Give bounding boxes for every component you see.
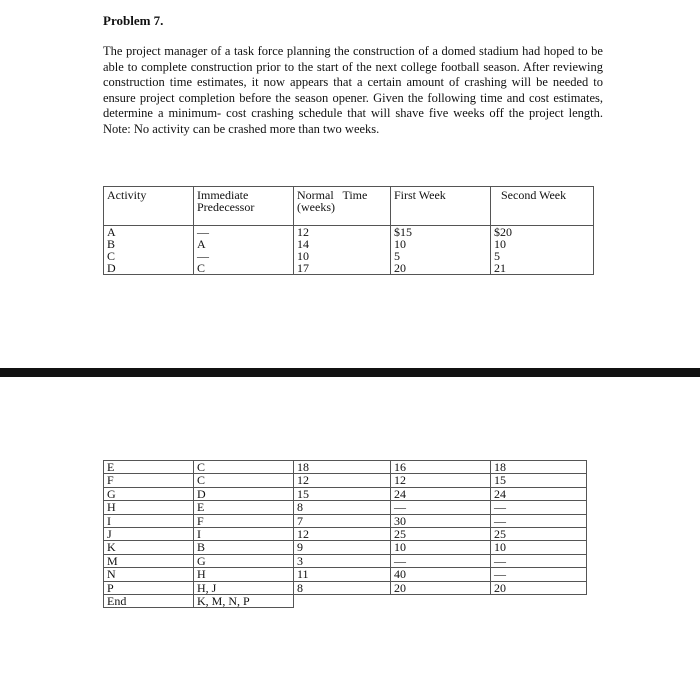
- cell-normal: 8: [294, 501, 391, 514]
- cell-predecessor: B: [194, 541, 294, 554]
- cell-second: 18: [491, 461, 587, 474]
- cell-first: $15: [391, 226, 491, 239]
- cell-normal: 9: [294, 541, 391, 554]
- cell-activity: I: [104, 514, 194, 527]
- cell-normal: 12: [294, 474, 391, 487]
- cell-predecessor: G: [194, 554, 294, 567]
- table-row: [104, 226, 594, 239]
- cell-first: 20: [391, 262, 491, 275]
- cell-predecessor: H, J: [194, 581, 294, 594]
- header-predecessor: [194, 187, 294, 226]
- table-row: [104, 461, 587, 474]
- cell-first: 40: [391, 568, 491, 581]
- cell-predecessor: C: [194, 461, 294, 474]
- cell-predecessor: C: [194, 474, 294, 487]
- cell-first: 10: [391, 238, 491, 250]
- cell-predecessor: —: [194, 250, 294, 262]
- cell-activity: B: [104, 238, 194, 250]
- cell-activity: H: [104, 501, 194, 514]
- table-row: [104, 514, 587, 527]
- cell-first: 24: [391, 487, 491, 500]
- cell-second: [491, 594, 587, 607]
- cell-predecessor: I: [194, 527, 294, 540]
- cell-activity: F: [104, 474, 194, 487]
- cell-first: 16: [391, 461, 491, 474]
- cell-activity: M: [104, 554, 194, 567]
- activity-table-bottom: [103, 460, 587, 608]
- header-normal-line2: (weeks): [297, 200, 335, 214]
- cell-normal: 11: [294, 568, 391, 581]
- cell-activity: N: [104, 568, 194, 581]
- activity-table-top: [103, 186, 594, 275]
- cell-second: —: [491, 554, 587, 567]
- cell-activity: E: [104, 461, 194, 474]
- cell-normal: 12: [294, 226, 391, 239]
- cell-predecessor: H: [194, 568, 294, 581]
- cell-normal: 10: [294, 250, 391, 262]
- cell-normal: 17: [294, 262, 391, 275]
- cell-activity: D: [104, 262, 194, 275]
- cell-first: 25: [391, 527, 491, 540]
- header-normal-time: [294, 187, 391, 226]
- cell-second: 5: [491, 250, 594, 262]
- header-second-week: Second Week: [491, 187, 594, 226]
- cell-second: 24: [491, 487, 587, 500]
- header-first-week: First Week: [391, 187, 491, 226]
- cell-activity: End: [104, 594, 194, 607]
- table-row: [104, 250, 594, 262]
- table-row: [104, 554, 587, 567]
- cell-second: 10: [491, 541, 587, 554]
- problem-title: Problem 7.: [103, 13, 164, 28]
- cell-second: $20: [491, 226, 594, 239]
- cell-predecessor: K, M, N, P: [194, 594, 294, 607]
- cell-second: 21: [491, 262, 594, 275]
- cell-second: 20: [491, 581, 587, 594]
- cell-activity: K: [104, 541, 194, 554]
- cell-normal: 12: [294, 527, 391, 540]
- cell-first: 12: [391, 474, 491, 487]
- table-header-row: [104, 187, 594, 226]
- cell-first: —: [391, 554, 491, 567]
- cell-normal: 8: [294, 581, 391, 594]
- cell-second: —: [491, 514, 587, 527]
- cell-activity: G: [104, 487, 194, 500]
- header-predecessor-line2: Predecessor: [197, 200, 255, 214]
- cell-activity: A: [104, 226, 194, 239]
- table-row: [104, 474, 587, 487]
- cell-first: 30: [391, 514, 491, 527]
- table-row: [104, 594, 587, 607]
- cell-predecessor: F: [194, 514, 294, 527]
- cell-predecessor: E: [194, 501, 294, 514]
- cell-normal: [294, 594, 391, 607]
- cell-first: 5: [391, 250, 491, 262]
- header-activity: Activity: [104, 187, 194, 226]
- cell-predecessor: A: [194, 238, 294, 250]
- cell-first: 10: [391, 541, 491, 554]
- table-row: [104, 487, 587, 500]
- cell-first: —: [391, 501, 491, 514]
- header-predecessor-line1: Immediate: [197, 188, 249, 202]
- table-row: [104, 581, 587, 594]
- cell-second: —: [491, 568, 587, 581]
- cell-predecessor: —: [194, 226, 294, 239]
- table-row: [104, 568, 587, 581]
- cell-normal: 7: [294, 514, 391, 527]
- cell-predecessor: D: [194, 487, 294, 500]
- cell-normal: 18: [294, 461, 391, 474]
- cell-first: [391, 594, 491, 607]
- table-row: [104, 527, 587, 540]
- table-row: [104, 501, 587, 514]
- cell-second: —: [491, 501, 587, 514]
- cell-normal: 14: [294, 238, 391, 250]
- cell-second: 10: [491, 238, 594, 250]
- cell-predecessor: C: [194, 262, 294, 275]
- page-divider: [0, 368, 700, 377]
- cell-activity: P: [104, 581, 194, 594]
- header-normal-line1: Normal Time: [297, 188, 368, 202]
- table-row: [104, 262, 594, 275]
- problem-text: The project manager of a task force planning the construction of a domed stadium had hoped to be able to complete construction prior to the start of the next college football season. After reviewing construction time estimates, it now appears that a certain amount of crashing will be needed to ensure project completion before the season opener. Given the following time and cost estimates, determine a minimum- cost crashing schedule that will shave five weeks off the project length. Note: No activity can be crashed more than two weeks.: [103, 44, 603, 136]
- cell-activity: J: [104, 527, 194, 540]
- table-row: [104, 238, 594, 250]
- cell-activity: C: [104, 250, 194, 262]
- cell-second: 15: [491, 474, 587, 487]
- cell-normal: 15: [294, 487, 391, 500]
- cell-second: 25: [491, 527, 587, 540]
- cell-normal: 3: [294, 554, 391, 567]
- cell-first: 20: [391, 581, 491, 594]
- table-row: [104, 541, 587, 554]
